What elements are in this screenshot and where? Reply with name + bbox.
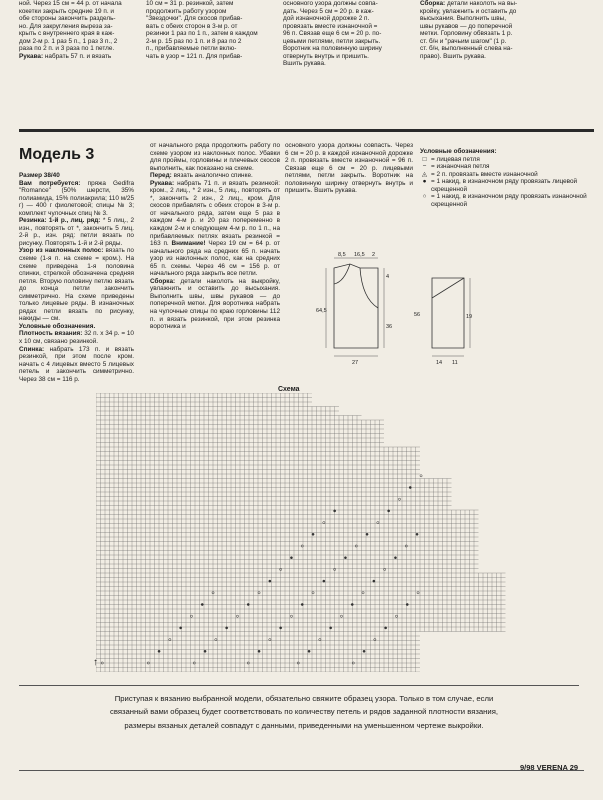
density-label: Плотность вязания: — [19, 330, 83, 338]
top-c3-l1: дать. Через 5 см = 20 р. в каж- — [283, 7, 374, 15]
materials — [19, 180, 134, 218]
dim-sleeve-length: 56 — [414, 312, 421, 318]
top-c4-label: Сборка: — [420, 0, 446, 7]
yarn-over-mark — [290, 615, 292, 617]
top-c1-l1: кокетки закрыть средние 19 п. и — [19, 7, 114, 15]
pattern-label: Узор из наклонных полос: — [19, 247, 104, 255]
yarn-over-mark — [226, 627, 228, 629]
mid-text1: от начального ряда продолжить работу по схеме узором из наклонных полос. Убавки для проймы, горловины и плечевых скосов выполнить, как показано на схеме. — [150, 142, 280, 172]
top-c3-l0: основного узора должны совпа- — [283, 0, 378, 7]
size-label: Размер 38/40 — [19, 172, 60, 179]
top-c2-l3: вать с обеих сторон в 3-м р. от — [146, 22, 238, 30]
top-column-4 — [420, 0, 582, 96]
yarn-over-mark — [158, 650, 160, 652]
purl-stitch-icon: − — [422, 163, 427, 171]
chart-diagonals — [101, 475, 422, 664]
page-footer: 9/98 VERENA 29 — [520, 763, 579, 772]
top-c4-l7: право). Вшить рукава. — [420, 52, 486, 60]
center-stitch-arrow-icon: ↑ — [93, 657, 98, 668]
top-c4-l6: ст. б/н, выполненный слева на- — [420, 45, 513, 53]
back-text: набрать 173 п. и вязать резинкой, при этом после кром. начать с 4 лицевых вместо 5 лицевых петель и закончить симметрично. Через 38 см = 116 р. — [19, 345, 134, 383]
dim-cuff-2: 11 — [452, 360, 458, 366]
legend-item — [420, 178, 590, 193]
legend-label: Условные обозначения. — [19, 322, 96, 330]
yarn-over-mark — [394, 557, 396, 559]
yarn-over-mark — [323, 580, 325, 582]
yarn-over-filled-icon: ● — [422, 178, 427, 186]
top-c2-l4: резинки 1 раз по 1 п., затем в каждом — [146, 30, 258, 38]
pattern-schematics — [314, 238, 474, 378]
legend-text: = 1 накид, в изнаночном ряду провязать лицевой скрещенной — [431, 178, 578, 193]
top-c3-l6: Воротник на половинную ширину — [283, 45, 382, 53]
top-c1-l0: ной. Через 15 см = 44 р. от начала — [19, 0, 122, 7]
yarn-over-mark — [351, 603, 353, 605]
knitting-chart — [96, 393, 508, 672]
knit-stitch-icon: □ — [422, 155, 427, 163]
yarn-over-mark — [334, 510, 336, 512]
top-c4-l1: кройку, увлажнить и оставить до — [420, 7, 517, 15]
armhole-curve — [360, 268, 378, 308]
yarn-over-mark — [417, 592, 419, 594]
yarn-over-open-icon: ○ — [422, 193, 427, 201]
yarn-over-mark — [247, 603, 249, 605]
yarn-over-mark — [269, 580, 271, 582]
yarn-over-mark — [363, 650, 365, 652]
yarn-over-mark — [373, 580, 375, 582]
dim-sleeve-top: 19 — [466, 314, 473, 320]
top-c3-l7: отвернуть внутрь и пришить. — [283, 52, 369, 60]
yarn-over-mark — [280, 627, 282, 629]
top-c2-l6: п., прибавляемые петли вклю- — [146, 45, 237, 53]
legend-text: = лицевая петля — [431, 155, 480, 163]
top-c2-l7: чать в узор = 121 п. Для прибав- — [146, 52, 243, 60]
yarn-over-mark — [409, 486, 411, 488]
sleeve-slope — [432, 278, 464, 298]
yarn-over-mark — [340, 615, 342, 617]
top-c3-l2: дой изнаночной дорожке 2 п. — [283, 15, 370, 23]
dim-neck: 16,5 — [354, 252, 365, 258]
sleeves-label: Рукава: — [150, 179, 175, 187]
front-label: Перед: — [150, 172, 172, 180]
top-c4-l2: высыхания. Выполнить швы, — [420, 15, 507, 23]
legend-item — [420, 163, 590, 171]
dim-neck-depth: 2 — [372, 252, 376, 258]
yarn-over-mark — [330, 627, 332, 629]
yarn-over-mark — [420, 475, 422, 477]
dim-shoulder-drop: 4 — [386, 274, 390, 280]
yarn-over-mark — [312, 533, 314, 535]
front — [150, 172, 280, 180]
yarn-over-mark — [385, 627, 387, 629]
dim-side: 36 — [386, 324, 393, 330]
yarn-over-mark — [204, 650, 206, 652]
yarn-over-mark — [201, 603, 203, 605]
top-c1-l6: раза по 2 п. и 3 раза по 1 петле. — [19, 45, 115, 53]
back — [19, 346, 134, 384]
yarn-over-mark — [362, 592, 364, 594]
yarn-over-mark — [366, 533, 368, 535]
instructions-middle-2 — [285, 142, 413, 242]
mid-text2: основного узора должны совпасть. Через 6 см = 20 р. в каждой изнаночной дорожке 2 п. провязать вместе изнаночной = 96 п. Связав еще 6 см = 20 р. лицевыми петлями, петли закрыть. Воротник на половинную ширину отвернуть внутрь и пришить. Вшить рукава. — [285, 142, 413, 195]
top-c1-l4: крыть с внутреннего края в каж- — [19, 30, 115, 38]
yarn-over-mark — [388, 510, 390, 512]
top-c2-l0: 10 см = 31 р. резинкой, затем — [146, 0, 234, 7]
yarn-over-mark — [406, 603, 408, 605]
rib — [19, 217, 134, 247]
top-c1-l5: дом 2-м р. 1 раз 5 п., 1 раз 3 п., 2 — [19, 37, 118, 45]
chart-title: Схема — [278, 386, 300, 393]
top-c1-sleeve-label: Рукава: — [19, 52, 44, 60]
top-c1-l3: но. Для закругления выреза за- — [19, 22, 113, 30]
top-c1-sleeve-text: набрать 57 п. и вязать — [43, 52, 112, 60]
top-c2-l5: 2-м р. 15 раз по 1 п. и 8 раз по 2 — [146, 37, 242, 45]
yarn-over-mark — [308, 650, 310, 652]
yarn-over-mark — [236, 615, 238, 617]
yarn-over-mark — [398, 498, 400, 500]
chart-grid — [96, 393, 506, 672]
section-divider — [19, 129, 594, 132]
legend-item — [420, 156, 590, 164]
dim-cuff: 14 — [436, 360, 443, 366]
attention-text: Через 19 см = 64 р. от начального ряда на средних 65 п. начать узор из наклонных полос, как на средних 65 п. схемы. Через 46 см = 156 р. от начального ряда закрыть все петли. — [150, 240, 280, 278]
density-text: 32 п. х 34 р. = 10 х 10 см, связано резинкой. — [19, 330, 134, 346]
note-rule — [19, 685, 579, 686]
assembly-label: Сборка: — [150, 277, 176, 285]
yarn-over-mark — [180, 627, 182, 629]
top-c4-l5: ст. б/н и "рачьим шагом" (1 р. — [420, 37, 507, 45]
top-c3-l4: 96 п. Связав еще 6 см = 20 р. по- — [283, 30, 382, 38]
sleeve-outline — [432, 278, 464, 348]
model-title: Модель 3 — [19, 146, 95, 163]
top-c2-l1: продолжить работу узором — [146, 7, 227, 15]
yarn-over-mark — [344, 557, 346, 559]
yarn-over-mark — [395, 615, 397, 617]
top-c4-l0 — [420, 0, 582, 8]
top-c4-l4: метки. Горловину обвязать 1 р. — [420, 30, 513, 38]
materials-label: Вам потребуется: — [19, 179, 81, 187]
density — [19, 330, 134, 345]
top-c2-l2: "Звездочки". Для скосов прибав- — [146, 15, 243, 23]
top-c1-l7 — [19, 53, 128, 61]
yarn-over-mark — [301, 603, 303, 605]
decrease-icon: ◬ — [422, 170, 427, 178]
dim-width: 27 — [352, 360, 359, 366]
yarn-over-mark — [416, 533, 418, 535]
yarn-over-mark — [258, 592, 260, 594]
materials-text: пряжа Gedifra "Romance" (50% шерсти, 35% полиамида, 15% полиакрила; 110 м/25 г) — 400 г фиолетовой; спицы № 3; комплект чулочных спиц № 3. — [19, 179, 134, 217]
top-column-2 — [146, 0, 271, 96]
back-label: Спинка: — [19, 345, 45, 353]
yarn-over-mark — [290, 557, 292, 559]
yarn-over-mark — [190, 615, 192, 617]
legend — [420, 148, 590, 238]
top-column-3 — [283, 0, 411, 96]
sleeves-text: набрать 71 п. и вязать резинкой: кром., 2 лиц., * 2 изн., 5 лиц., повторять от *, закончить 2 изн., 2 лиц., кром. Для скосов прибавлять с обеих сторон в 3-м р. от начального ряда, затем еще 5 раз в каждом 4-м р. и 20 раз попеременно в каждом 2-м и следующем 4-м р. по 1 п., на прибавляемых петлях вязать резинкой = 163 п. — [150, 179, 280, 248]
attention-label: Внимание! — [171, 240, 206, 248]
note: Приступая к вязанию выбранной модели, обязательно свяжите образец узора. Только в том случае, если связанный вами образец будет соответствовать по количеству петель и рядов заданной плотности вязания, размеры вязаных деталей совпадут с данными, приведенными на уменьшенном чертеже выкройки. — [109, 694, 498, 730]
assembly-text: детали наколоть на выкройку, увлажнить и оставить до высыхания. Выполнить швы, швы рукавов — до поперечной метки. Для воротника набрать на чулочные спицы по краю горловины 112 п. и вязать резинкой, при этом резинка воротника и — [150, 277, 280, 331]
top-c3-l3: провязать вместе изнаночной = — [283, 22, 378, 30]
top-c1-l2: обе стороны закончить раздель- — [19, 15, 116, 23]
top-column-1 — [19, 0, 128, 96]
front-text: вязать аналогично спинке. — [173, 172, 253, 180]
legend-title: Условные обозначения: — [420, 148, 497, 155]
legend-text: = 1 накид, в изнаночном ряду провязать изнаночной скрещенной — [431, 193, 587, 208]
rib-label: Резинка: 1-й р., лиц. ряд: — [19, 217, 101, 225]
legend-text: = 2 п. провязать вместе изнаночной — [431, 170, 538, 178]
legend-item — [420, 193, 590, 208]
rib-text: * 5 лиц., 2 изн., повторять от *, закончить 5 лиц. 2-й р., изн. ряд: петли вязать по рисунку. Повторять 1-й и 2-й ряды. — [19, 217, 134, 247]
assembly — [150, 278, 280, 331]
top-c3-l5: цевыми петлями, петли закрыть. — [283, 37, 381, 45]
top-c3-l8: Вшить рукава. — [283, 60, 326, 68]
top-c4-text0: детали наколоть на вы- — [445, 0, 518, 7]
legend-text: = изнаночная петля — [431, 163, 490, 171]
dim-length: 64,5 — [316, 308, 327, 314]
yarn-over-mark — [312, 592, 314, 594]
pattern-text: вязать по схеме (1-я п. на схеме = кром.). На схеме приведена 1-я половина спинки, стрелкой обозначена средняя петля. Вторую половину петлю вязать до конца петли закончить симметрично. На схеме приведены только лицевые ряды. В изнаночных рядах петли вязать по рисунку, накиды — см. — [19, 247, 134, 323]
dim-shoulder: 8,5 — [338, 252, 346, 258]
pattern — [19, 247, 134, 322]
sleeves — [150, 180, 280, 278]
body-piece-outline — [334, 264, 378, 348]
footer-rule — [19, 770, 584, 771]
yarn-over-mark — [258, 650, 260, 652]
top-c4-l3: швы рукавов — до поперечной — [420, 22, 513, 30]
